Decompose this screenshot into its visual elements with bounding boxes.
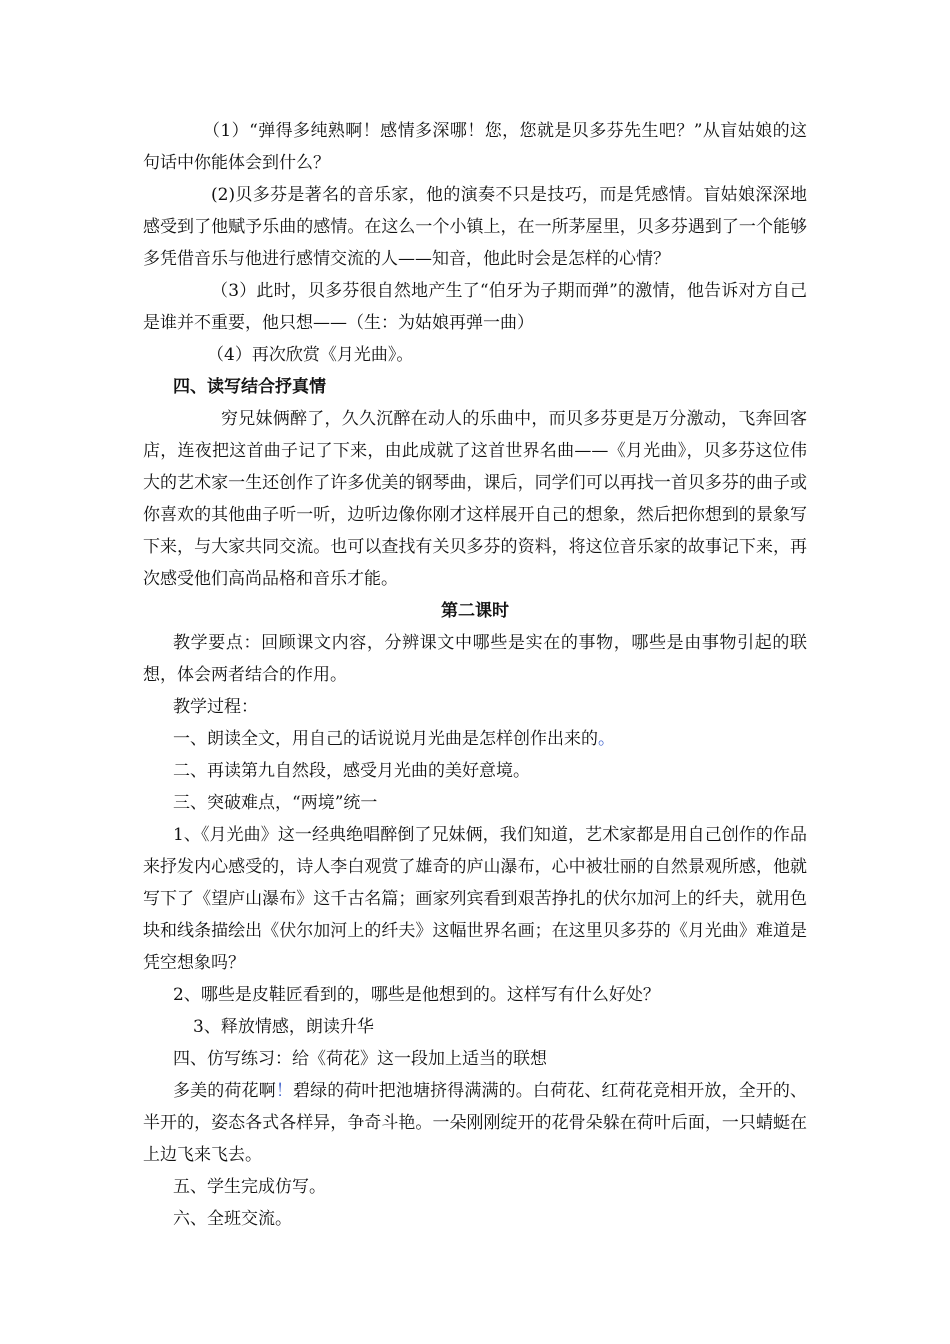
step-2-paragraph: 二、再读第九自然段，感受月光曲的美好意境。 <box>173 761 530 781</box>
step-1-text: 一、朗读全文，用自己的话说说月光曲是怎样创作出来的 <box>173 729 598 749</box>
step-6-paragraph: 六、全班交流。 <box>173 1209 292 1229</box>
step-3-1-paragraph: 1、《月光曲》这一经典绝唱醉倒了兄妹俩，我们知道，艺术家都是用自己创作的作品来抒发内心感受的，诗人李白观赏了雄奇的庐山瀑布，心中被壮丽的自然景观所感，他就写下了《望庐山瀑布》这千古名篇；画家列宾看到艰苦挣扎的伏尔加河上的纤夫，就用色块和线条描绘出《伏尔加河上的纤夫》这幅世界名画；在这里贝多芬的《月光曲》难道是凭空想象吗？ <box>143 825 807 973</box>
lotus-paragraph <box>143 1075 807 1171</box>
teaching-process-label: 教学过程： <box>173 697 258 717</box>
step-3-paragraph: 三、突破难点，“两境”统一 <box>173 793 378 813</box>
document-page <box>143 115 807 1235</box>
lotus-text-a: 多美的荷花啊 <box>173 1081 276 1101</box>
step-1-end-mark: 。 <box>598 729 615 749</box>
question-4-paragraph: （4）再次欣赏《月光曲》。 <box>207 345 414 365</box>
teaching-points-paragraph: 教学要点：回顾课文内容，分辨课文中哪些是实在的事物，哪些是由事物引起的联想，体会两者结合的作用。 <box>143 633 807 685</box>
question-1-paragraph: （1）“弹得多纯熟啊！感情多深哪！您，您就是贝多芬先生吧？”从盲姑娘的这句话中你能体会到什么？ <box>143 121 807 173</box>
section-heading-4: 四、读写结合抒真情 <box>173 377 326 397</box>
step-5-paragraph: 五、学生完成仿写。 <box>173 1177 326 1197</box>
step-4-paragraph: 四、仿写练习：给《荷花》这一段加上适当的联想 <box>173 1049 547 1069</box>
lesson-2-title: 第二课时 <box>441 601 509 621</box>
step-3-3-paragraph: 3、释放情感，朗读升华 <box>193 1017 374 1037</box>
lotus-text-c: 碧绿的荷叶把池塘挤得满满的。白荷花、红荷花竞相开放，全开的、半开的，姿态各式各样异，争奇斗艳。一朵刚刚绽开的花骨朵躲在荷叶后面，一只蜻蜓在上边飞来飞去。 <box>143 1081 808 1165</box>
reading-writing-paragraph: 穷兄妹俩醉了，久久沉醉在动人的乐曲中，而贝多芬更是万分激动，飞奔回客店，连夜把这首曲子记了下来，由此成就了这首世界名曲——《月光曲》，贝多芬这位伟大的艺术家一生还创作了许多优美的钢琴曲，课后，同学们可以再找一首贝多芬的曲子或你喜欢的其他曲子听一听，边听边像你刚才这样展开自己的想象，然后把你想到的景象写下来，与大家共同交流。也可以查找有关贝多芬的资料，将这位音乐家的故事记下来，再次感受他们高尚品格和音乐才能。 <box>143 409 807 589</box>
step-3-2-paragraph: 2、哪些是皮鞋匠看到的，哪些是他想到的。这样写有什么好处？ <box>173 985 660 1005</box>
lotus-exclamation: ！ <box>275 1081 293 1101</box>
step-1-paragraph <box>143 723 807 755</box>
question-2-paragraph: (2)贝多芬是著名的音乐家，他的演奏不只是技巧，而是凭感情。盲姑娘深深地感受到了他赋予乐曲的感情。在这么一个小镇上，在一所茅屋里，贝多芬遇到了一个能够多凭借音乐与他进行感情交流的人——知音，他此时会是怎样的心情？ <box>143 185 807 269</box>
question-3-paragraph: （3）此时，贝多芬很自然地产生了“伯牙为子期而弹”的激情，他告诉对方自己是谁并不重要，他只想——（生：为姑娘再弹一曲） <box>143 281 807 333</box>
